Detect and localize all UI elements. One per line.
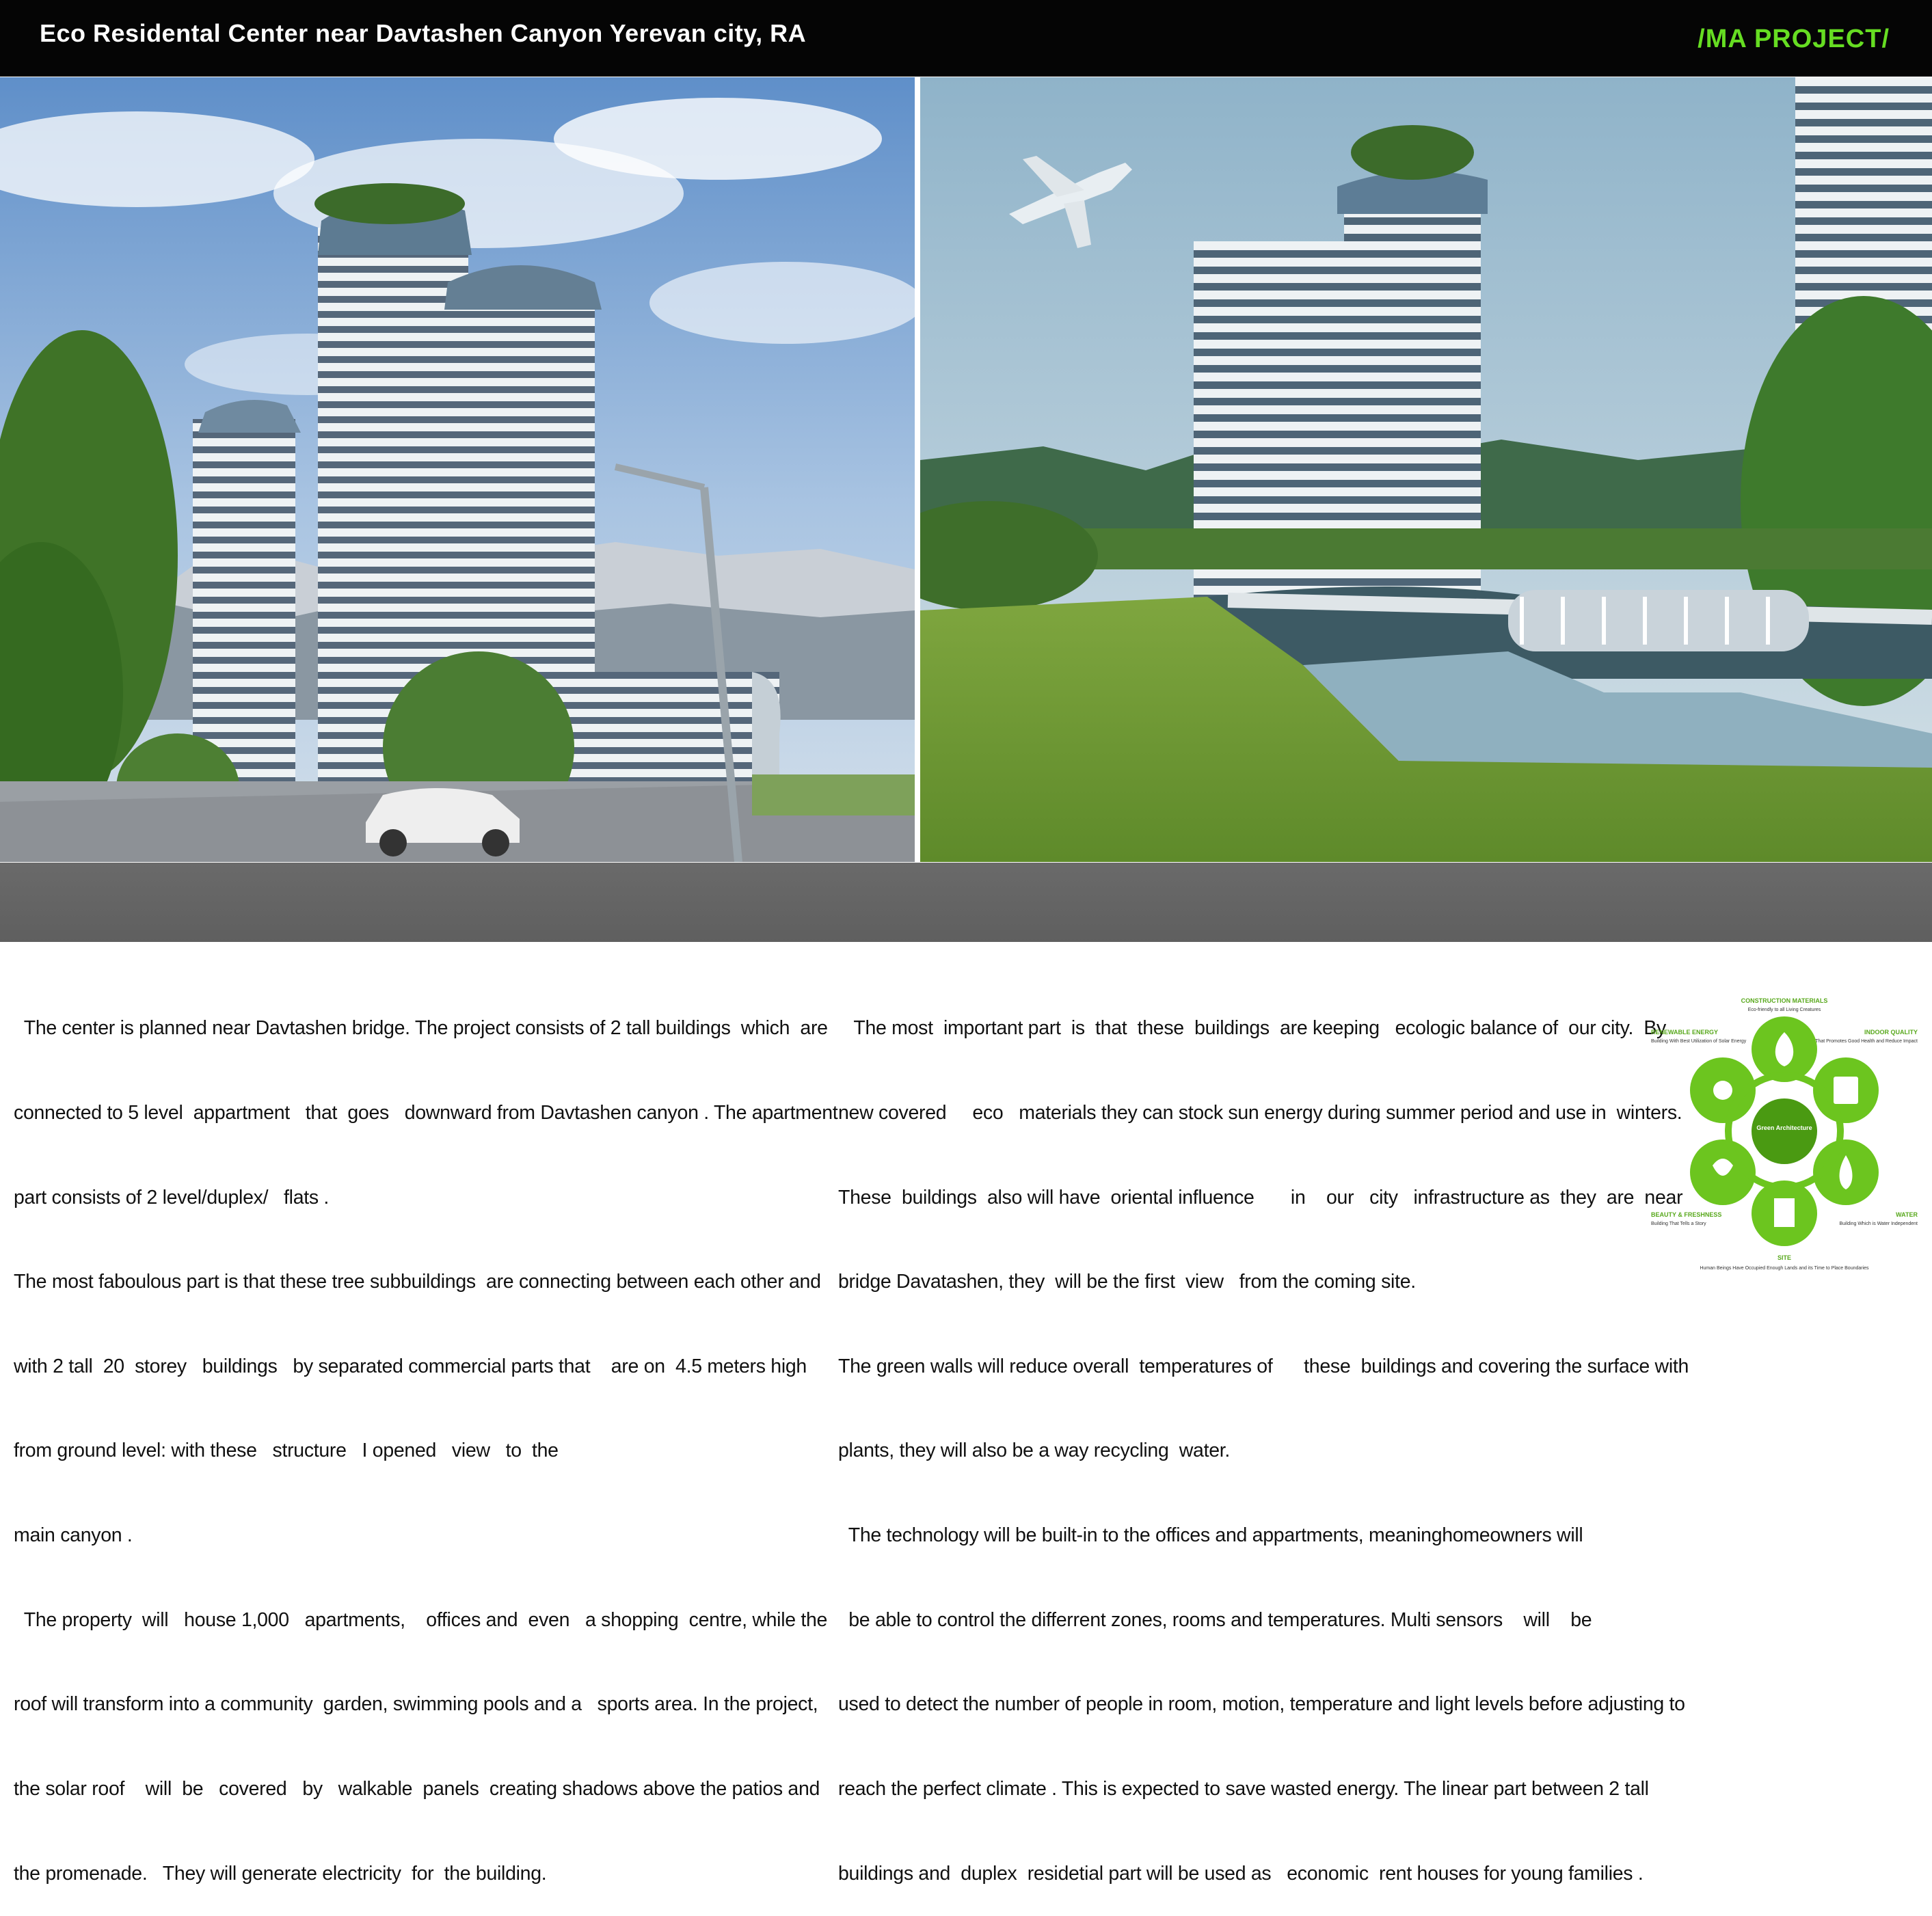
text-line: These buildings also will have oriental influence in our city infrastructure as they are near (838, 1186, 1683, 1209)
text-line: The most important part is that these buildings are keeping ecologic balance of our city. By (838, 1017, 1667, 1040)
text-line: The most faboulous part is that these tree subbuildings are connecting between each other and (14, 1271, 821, 1293)
text-line: buildings and duplex residetial part will be used as economic rent houses for young families . (838, 1862, 1643, 1885)
text-line: connected to 5 level appartment that goes downward from Davtashen canyon . The apartment (14, 1102, 838, 1124)
text-line: be able to control the differrent zones, rooms and temperatures. Multi sensors will be (838, 1608, 1592, 1631)
text-line: with 2 tall 20 storey buildings by separated commercial parts that are on 4.5 meters high (14, 1355, 807, 1377)
label-site: SITE (1777, 1254, 1792, 1261)
green-architecture-center (1752, 1098, 1817, 1164)
page-title: Eco Residental Center near Davtashen Canyon Yerevan city, RA (40, 19, 807, 47)
text-line: reach the perfect climate . This is expected to save wasted energy. The linear part between 2 tall (838, 1777, 1649, 1800)
label-construction-materials: CONSTRUCTION MATERIALS (1741, 997, 1828, 1004)
desc-renewable-energy: Building With Best Utilization of Solar Energy (1651, 1039, 1747, 1044)
desc-indoor-quality: That Promotes Good Health and Reduce Impact (1815, 1039, 1918, 1044)
text-line: main canyon . (14, 1524, 133, 1547)
desc-site: Human Beings Have Occupied Enough Lands and its Time to Place Boundaries (1700, 1266, 1869, 1271)
render-left-image (0, 77, 915, 862)
desc-beauty-freshness: Building That Tells a Story (1651, 1222, 1706, 1226)
green-architecture-diagram (1648, 995, 1921, 1288)
label-beauty-freshness: BEAUTY & FRESHNESS (1651, 1211, 1722, 1218)
desc-construction-materials: Eco-friendly to all Living Creatures (1747, 1008, 1821, 1012)
text-line: bridge Davatashen, they will be the first view from the coming site. (838, 1271, 1416, 1293)
render-right-image (920, 77, 1932, 862)
text-line: The center is planned near Davtashen bridge. The project consists of 2 tall buildings which are (14, 1017, 828, 1040)
render-right-bridge (920, 77, 1932, 862)
text-line: the solar roof will be covered by walkable panels creating shadows above the patios and (14, 1777, 820, 1800)
label-water: WATER (1896, 1211, 1918, 1218)
text-line: the promenade. They will generate electricity for the building. (14, 1862, 547, 1885)
book-icon (1834, 1077, 1858, 1104)
project-tag: /MA PROJECT/ (1698, 25, 1890, 53)
description-left (14, 958, 838, 1916)
label-renewable-energy: RENEWABLE ENERGY (1651, 1029, 1719, 1036)
header-bar (0, 0, 1932, 77)
divider-band (0, 863, 1932, 942)
building-icon (1774, 1198, 1795, 1227)
center-label: Green Architecture (1756, 1124, 1812, 1131)
text-line: The technology will be built-in to the offices and appartments, meaninghomeowners will (838, 1524, 1583, 1547)
green-architecture-svg (1648, 995, 1921, 1288)
text-line: new covered eco materials they can stock sun energy during summer period and use in winters. (838, 1102, 1682, 1124)
text-line: The green walls will reduce overall temperatures of these buildings and covering the surface with (838, 1355, 1689, 1377)
text-line: used to detect the number of people in room, motion, temperature and light levels before adjusting to (838, 1693, 1685, 1716)
text-line: The property will house 1,000 apartments, offices and even a shopping centre, while the (14, 1608, 828, 1631)
desc-water: Building Which is Water Independent (1839, 1222, 1918, 1226)
label-indoor-quality: INDOOR QUALITY (1864, 1029, 1918, 1036)
text-line: roof will transform into a community garden, swimming pools and a sports area. In the project, (14, 1693, 818, 1716)
text-line: part consists of 2 level/duplex/ flats . (14, 1186, 330, 1209)
text-line: plants, they will also be a way recycling water. (838, 1440, 1230, 1462)
text-line: from ground level: with these structure I opened view to the (14, 1440, 559, 1462)
sun-icon (1713, 1081, 1732, 1100)
render-left-towers (0, 77, 915, 862)
